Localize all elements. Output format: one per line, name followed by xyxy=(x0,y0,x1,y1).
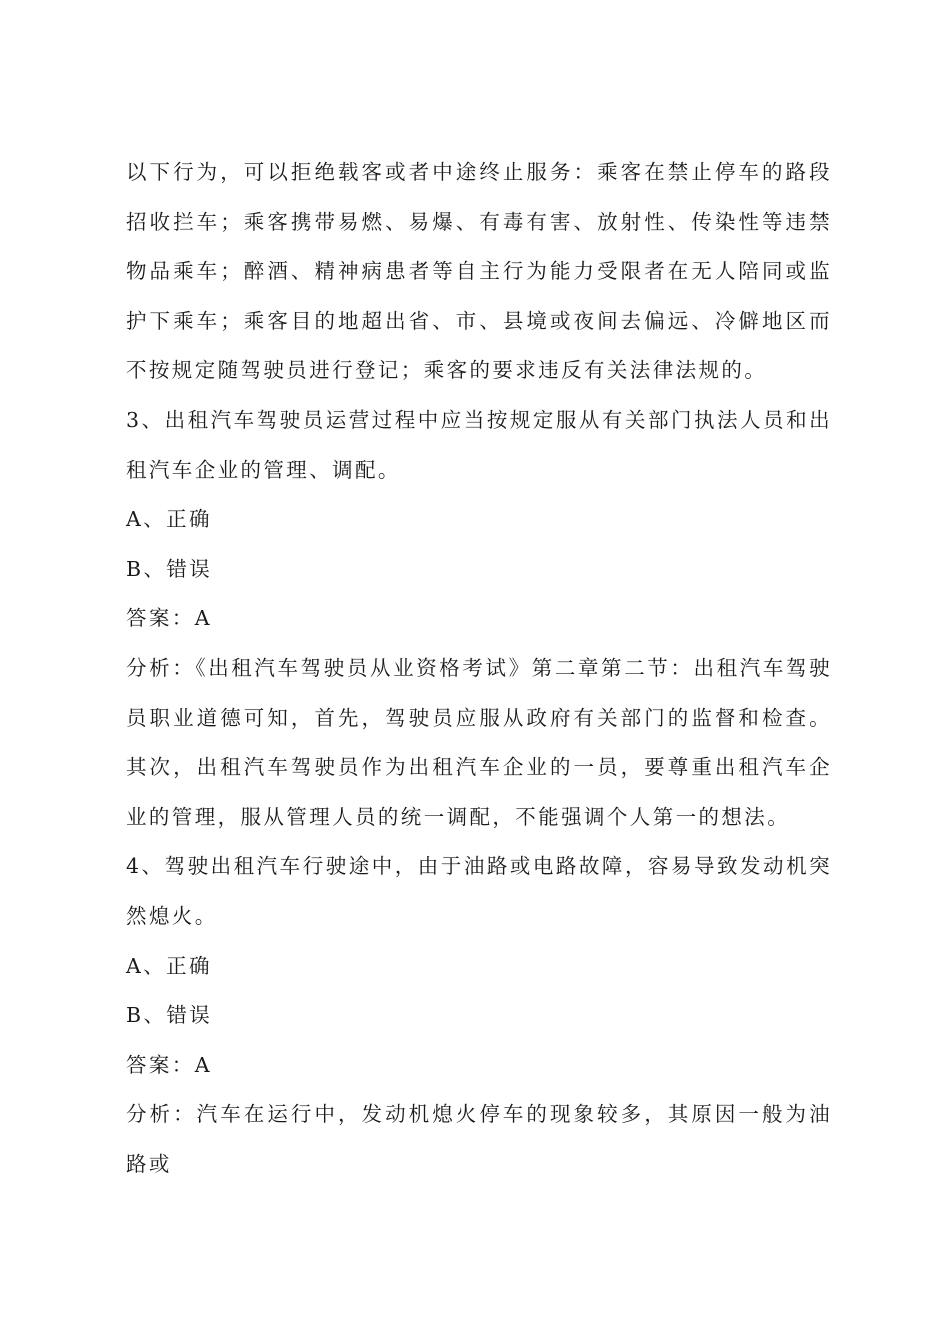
question-3-option-b: B、错误 xyxy=(126,556,213,581)
question-3-answer: 答案：A xyxy=(126,606,212,631)
question-3: 3、出租汽车驾驶员运营过程中应当按规定服从有关部门执法人员和出租汽车企业的管理、调配。 xyxy=(126,407,832,482)
question-4-answer: 答案：A xyxy=(126,1052,212,1077)
document-page xyxy=(126,148,832,1189)
question-4-analysis: 分析：汽车在运行中，发动机熄火停车的现象较多，其原因一般为油路或 xyxy=(126,1102,832,1176)
question-3-option-a: A、正确 xyxy=(126,507,212,532)
analysis-continuation: 以下行为，可以拒绝载客或者中途终止服务：乘客在禁止停车的路段招收拦车；乘客携带易燃、易爆、有毒有害、放射性、传染性等违禁物品乘车；醉酒、精神病患者等自主行为能力受限者在无人陪同或监护下乘车；乘客目的地超出省、市、县境或夜间去偏远、冷僻地区而不按规定随驾驶员进行登记；乘客的要求违反有关法律法规的。 xyxy=(126,160,832,383)
question-3-analysis: 分析：《出租汽车驾驶员从业资格考试》第二章第二节：出租汽车驾驶员职业道德可知，首先，驾驶员应服从政府有关部门的监督和检查。其次，出租汽车驾驶员作为出租汽车企业的一员，要尊重出租汽车企业的管理，服从管理人员的统一调配，不能强调个人第一的想法。 xyxy=(126,655,832,829)
question-4: 4、驾驶出租汽车行驶途中，由于油路或电路故障，容易导致发动机突然熄火。 xyxy=(126,854,832,928)
question-4-option-b: B、错误 xyxy=(126,1003,213,1028)
question-4-option-a: A、正确 xyxy=(126,953,212,978)
